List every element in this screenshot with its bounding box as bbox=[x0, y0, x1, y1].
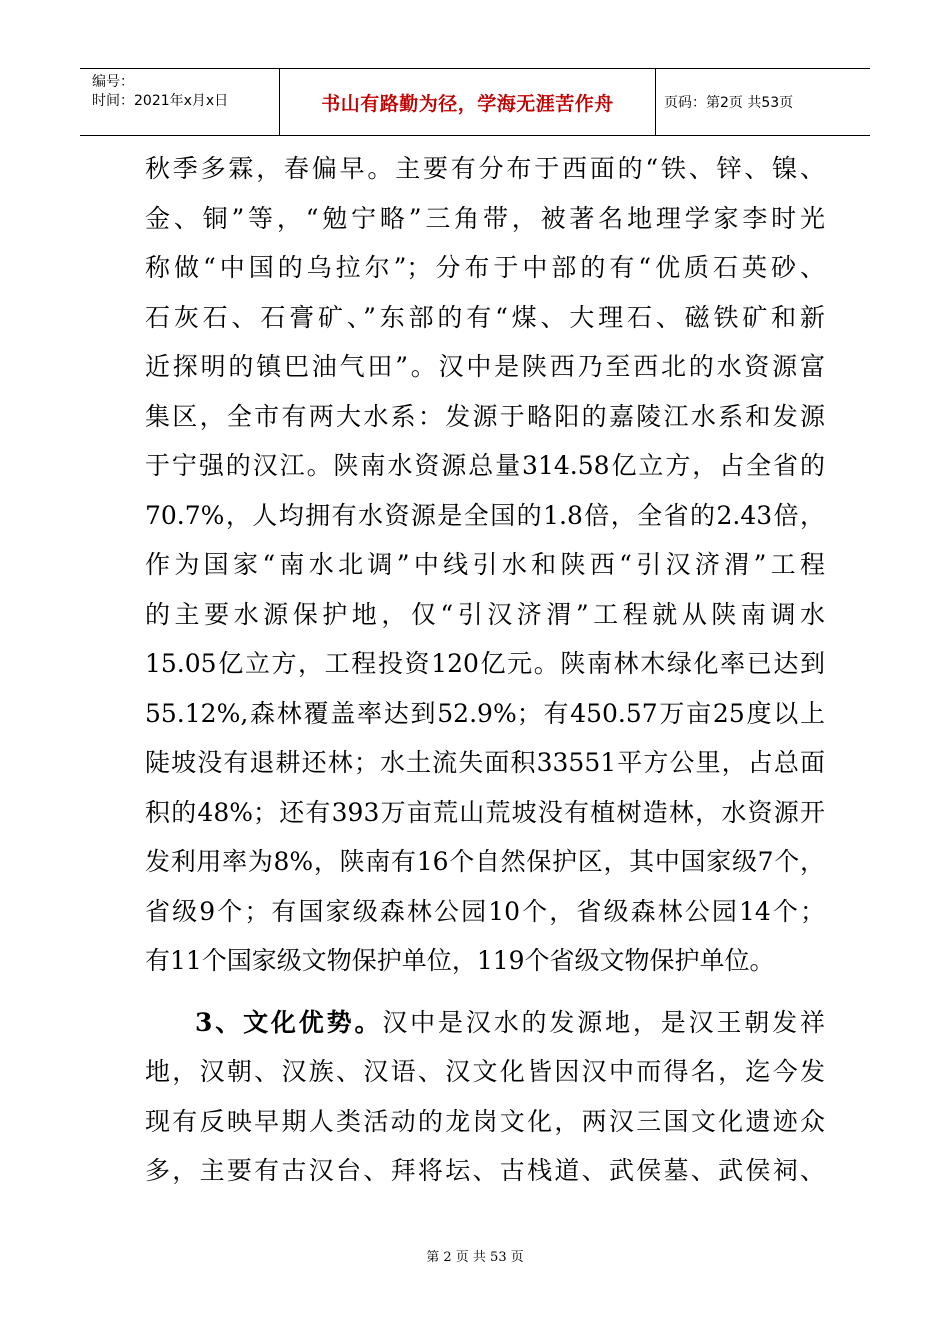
text-line: 称做“中国的乌拉尔”；分布于中部的有“优质石英砂、 bbox=[145, 253, 825, 282]
text-line: 金、铜”等，“勉宁略”三角带，被著名地理学家李时光 bbox=[145, 203, 825, 233]
header-motto: 书山有路勤为径，学海无涯苦作舟 bbox=[280, 69, 656, 135]
text-line: 的主要水源保护地，仅“引汉济渭”工程就从陕南调水 bbox=[145, 599, 825, 629]
text-line: 作为国家“南水北调”中线引水和陕西“引汉济渭”工程 bbox=[145, 550, 825, 579]
text-line: 陡坡没有退耕还林；水土流失面积33551平方公里，占总面 bbox=[145, 748, 825, 777]
text-line-first bbox=[145, 998, 825, 1048]
text-line: 有11个国家级文物保护单位，119个省级文物保护单位。 bbox=[145, 946, 775, 975]
paragraph-culture bbox=[145, 998, 825, 1196]
text-line: 70.7%，人均拥有水资源是全国的1.8倍，全省的2.43倍， bbox=[145, 500, 825, 530]
header-page-info: 页码：第2页 共53页 bbox=[664, 95, 794, 111]
text-line: 15.05亿立方，工程投资120亿元。陕南林木绿化率已达到 bbox=[145, 649, 825, 678]
text-line: 现有反映早期人类活动的龙岗文化，两汉三国文化遗迹众 bbox=[145, 1106, 825, 1136]
text-run: 汉中是汉水的发源地，是汉王朝发祥 bbox=[382, 1007, 825, 1037]
text-line: 发利用率为8%，陕南有16个自然保护区，其中国家级7个， bbox=[145, 847, 825, 876]
code-label: 编号： bbox=[92, 74, 134, 90]
document-body bbox=[145, 144, 825, 1196]
text-line: 多，主要有古汉台、拜将坛、古栈道、武侯墓、武侯祠、 bbox=[145, 1156, 825, 1185]
header-meta-cell bbox=[80, 69, 280, 135]
text-line: 省级9个；有国家级森林公园10个，省级森林公园14个； bbox=[145, 896, 825, 926]
text-line: 集区，全市有两大水系：发源于略阳的嘉陵江水系和发源 bbox=[145, 401, 825, 431]
text-line: 秋季多霖，春偏早。主要有分布于西面的“铁、锌、镍、 bbox=[145, 154, 825, 183]
page-footer: 第 2 页 共 53 页 bbox=[426, 1250, 524, 1265]
section-heading: 3、文化优势。 bbox=[195, 1007, 383, 1037]
text-line: 近探明的镇巴油气田”。汉中是陕西乃至西北的水资源富 bbox=[145, 352, 825, 381]
text-line: 积的48%；还有393万亩荒山荒坡没有植树造林，水资源开 bbox=[145, 797, 825, 827]
text-line: 55.12%,森林覆盖率达到52.9%；有450.57万亩25度以上 bbox=[145, 698, 825, 728]
page-header bbox=[80, 68, 870, 136]
text-line: 地，汉朝、汉族、汉语、汉文化皆因汉中而得名，迄今发 bbox=[145, 1057, 825, 1086]
text-line: 于宁强的汉江。陕南水资源总量314.58亿立方，占全省的 bbox=[145, 451, 825, 480]
time-label: 时间：2021年x月x日 bbox=[92, 93, 229, 109]
paragraph-resources bbox=[145, 144, 825, 986]
text-line: 石灰石、石膏矿、”东部的有“煤、大理石、磁铁矿和新 bbox=[145, 302, 825, 332]
